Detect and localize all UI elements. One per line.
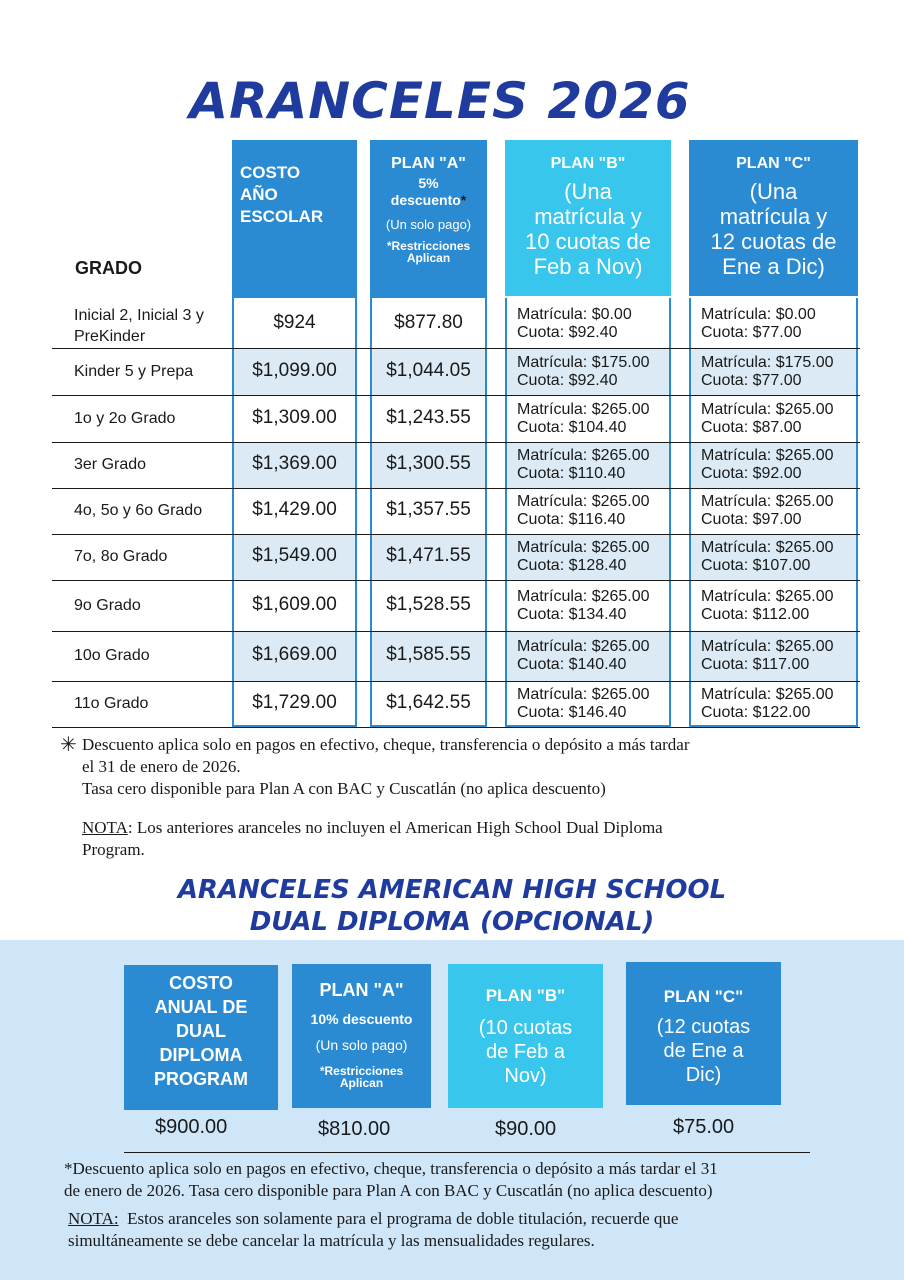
header-plan-c: [689, 140, 858, 296]
plan-b-desc: (Una: [564, 179, 612, 204]
table-cell-plan-b-matricula: Matrícula: $265.00: [517, 539, 650, 556]
plan-b-title: PLAN "B": [550, 155, 626, 172]
row-divider: [52, 442, 860, 443]
table-cell-costo: $1,369.00: [252, 453, 337, 474]
table-cell-plan-c-cuota: Cuota: $92.00: [701, 465, 802, 482]
dual-nota-label: NOTA:: [68, 1209, 119, 1228]
dual-plan-b-desc: (10 cuotas: [478, 1017, 573, 1039]
discount-note: [82, 734, 882, 800]
note-line: Descuento aplica solo en pagos en efectivo, cheque, transferencia o depósito a más tardar: [82, 735, 690, 754]
table-cell-grade: Kinder 5 y Prepa: [74, 362, 194, 380]
plan-b-desc: 10 cuotas de: [525, 229, 651, 254]
table-cell-plan-b-matricula: Matrícula: $265.00: [517, 493, 650, 510]
table-cell-plan-c-cuota: Cuota: $107.00: [701, 557, 811, 574]
dual-plan-c-title: PLAN "C": [663, 987, 744, 1006]
row-divider: [52, 488, 860, 489]
dual-price-plan-a: $810.00: [318, 1118, 391, 1140]
table-cell-plan-a: $1,642.55: [386, 692, 471, 713]
dual-footnote-line: de enero de 2026. Tasa cero disponible para Plan A con BAC y Cuscatlán (no aplica descuento): [64, 1181, 713, 1200]
table-cell-plan-a: $1,243.55: [386, 406, 471, 428]
table-cell-plan-a: $877.80: [394, 312, 463, 333]
row-divider: [52, 681, 860, 682]
table-cell-plan-a: $1,357.55: [386, 499, 471, 520]
row-divider: [52, 348, 860, 349]
table-cell-plan-c-cuota: Cuota: $112.00: [701, 605, 810, 623]
table-cell-grade: 11o Grado: [74, 695, 149, 712]
dual-price-plan-b: $90.00: [495, 1118, 557, 1140]
plan-a-title: PLAN "A": [391, 155, 466, 172]
plan-a-restr: *Restricciones: [386, 239, 471, 253]
dual-price-costo: $900.00: [155, 1116, 228, 1138]
plan-c-desc: (Una: [749, 179, 798, 204]
table-cell-grade: 4o, 5o y 6o Grado: [74, 502, 203, 519]
table-cell-plan-c-matricula: Matrícula: $265.00: [701, 539, 834, 556]
table-cell-costo: $1,429.00: [252, 499, 337, 520]
dual-header-plan-b: [448, 964, 603, 1108]
page-title: ARANCELES 2026: [189, 72, 691, 130]
row-divider: [52, 580, 860, 581]
header-costo-line: ESCOLAR: [240, 207, 324, 226]
table-cell-costo: $1,609.00: [252, 593, 337, 615]
dual-plan-a-discount: 10% descuento: [310, 1011, 413, 1027]
table-cell-plan-b-cuota: Cuota: $104.40: [517, 418, 627, 436]
header-plan-a: [370, 140, 487, 298]
table-cell-plan-b-cuota: Cuota: $140.40: [517, 656, 627, 673]
dual-plan-c-desc: (12 cuotas: [656, 1016, 751, 1038]
note-line: Tasa cero disponible para Plan A con BAC y Cuscatlán (no aplica descuento): [82, 779, 606, 798]
dual-title-line: ARANCELES AMERICAN HIGH SCHOOL: [177, 875, 727, 905]
header-costo-line: COSTO: [240, 163, 301, 182]
dual-nota: [68, 1208, 838, 1252]
row-divider: [52, 395, 860, 396]
dual-nota-text: simultáneamente se debe cancelar la matrícula y las mensualidades regulares.: [68, 1231, 595, 1250]
table-cell-costo: $1,309.00: [252, 406, 337, 428]
dual-costo-line: DIPLOMA: [159, 1045, 243, 1065]
dual-diploma-title: [0, 874, 904, 938]
table-cell-grade: 9o Grado: [74, 596, 141, 614]
nota-label: NOTA: [82, 818, 128, 837]
table-cell-plan-c-matricula: Matrícula: $265.00: [701, 638, 834, 655]
table-cell-plan-c-matricula: Matrícula: $265.00: [701, 400, 834, 418]
nota-text: Program.: [82, 840, 145, 859]
plan-a-discount: descuento: [390, 192, 461, 208]
table-cell-plan-a: $1,471.55: [386, 545, 471, 566]
dual-plan-b-title: PLAN "B": [485, 986, 566, 1005]
table-cell-costo: $1,669.00: [252, 644, 337, 665]
dual-header-plan-c: [626, 962, 781, 1105]
dual-plan-a-title: PLAN "A": [319, 980, 404, 1000]
table-cell-plan-c-cuota: Cuota: $77.00: [701, 324, 802, 341]
dual-costo-line: COSTO: [169, 973, 233, 993]
plan-c-desc: 12 cuotas de: [710, 229, 837, 254]
table-cell-plan-b-cuota: Cuota: $92.40: [517, 371, 618, 389]
dual-footnote-line: *Descuento aplica solo en pagos en efectivo, cheque, transferencia o depósito a más tardar el 31: [64, 1159, 718, 1178]
dual-plan-a-restr: Aplican: [339, 1076, 384, 1090]
plan-c-desc: Ene a Dic): [722, 254, 825, 279]
table-cell-costo: $1,099.00: [252, 359, 337, 381]
table-cell-plan-c-cuota: Cuota: $117.00: [701, 656, 810, 673]
dual-price-plan-c: $75.00: [673, 1116, 735, 1138]
table-cell-plan-a: $1,528.55: [386, 593, 471, 615]
plan-a-discount: 5%: [418, 175, 439, 191]
plan-a-restr: Aplican: [406, 251, 451, 265]
table-cell-plan-c-cuota: Cuota: $122.00: [701, 704, 811, 721]
dual-plan-a-restr: *Restricciones: [319, 1064, 404, 1078]
table-cell-plan-b-cuota: Cuota: $110.40: [517, 465, 626, 482]
table-cell-plan-c-matricula: Matrícula: $265.00: [701, 493, 834, 510]
table-cell-plan-c-matricula: Matrícula: $265.00: [701, 686, 834, 703]
table-cell-plan-b-cuota: Cuota: $116.40: [517, 511, 626, 528]
table-cell-grade: 10o Grado: [74, 647, 150, 664]
table-cell-grade: 3er Grado: [74, 456, 147, 473]
table-cell-plan-c-matricula: Matrícula: $175.00: [701, 353, 834, 371]
dual-header-costo: [124, 965, 278, 1110]
table-cell-plan-b-matricula: Matrícula: $175.00: [517, 353, 650, 371]
row-divider: [52, 534, 860, 535]
row-divider: [52, 727, 860, 728]
table-cell-plan-c-cuota: Cuota: $87.00: [701, 418, 802, 436]
nota-text: : Los anteriores aranceles no incluyen el American High School Dual Diploma: [127, 818, 663, 837]
table-cell-plan-b-cuota: Cuota: $134.40: [517, 605, 627, 623]
dual-header-plan-a: [292, 964, 431, 1108]
table-cell-grade: Inicial 2, Inicial 3 y PreKinder: [74, 307, 204, 345]
asterisk-icon: ✳: [60, 734, 77, 756]
plan-c-title: PLAN "C": [736, 155, 811, 172]
table-cell-plan-c-matricula: Matrícula: $265.00: [701, 447, 834, 464]
divider: [124, 1152, 810, 1153]
table-cell-costo: $924: [273, 312, 316, 333]
table-cell-plan-b-cuota: Cuota: $128.40: [517, 557, 627, 574]
table-cell-plan-a: $1,044.05: [386, 359, 471, 381]
table-cell-grade: 7o, 8o Grado: [74, 548, 168, 565]
dual-plan-a-note: (Un solo pago): [315, 1037, 408, 1053]
table-cell-grade: 1o y 2o Grado: [74, 409, 176, 427]
header-costo-line: AÑO: [240, 185, 278, 204]
dual-plan-b-desc: Nov): [504, 1065, 547, 1087]
table-cell-plan-a: $1,300.55: [386, 453, 471, 474]
plan-b-desc: Feb a Nov): [533, 254, 643, 279]
table-cell-plan-b-cuota: Cuota: $146.40: [517, 704, 627, 721]
plan-c-desc: matrícula y: [719, 204, 828, 229]
dual-title-line: DUAL DIPLOMA (OPCIONAL): [249, 907, 655, 937]
nota: [82, 817, 882, 861]
dual-costo-line: PROGRAM: [154, 1069, 248, 1089]
table-cell-costo: $1,549.00: [252, 545, 337, 566]
table-cell-plan-b-matricula: Matrícula: $265.00: [517, 447, 650, 464]
note-line: el 31 de enero de 2026.: [82, 757, 241, 776]
table-cell-plan-b-matricula: Matrícula: $265.00: [517, 400, 650, 418]
asterisk-icon: *: [460, 192, 467, 208]
grado-header: GRADO: [75, 258, 142, 278]
table-cell-plan-c-matricula: Matrícula: $265.00: [701, 587, 834, 605]
table-cell-plan-b-matricula: Matrícula: $265.00: [517, 638, 650, 655]
table-cell-plan-c-cuota: Cuota: $77.00: [701, 371, 802, 389]
table-cell-plan-b-matricula: Matrícula: $265.00: [517, 587, 650, 605]
table-cell-plan-c-matricula: Matrícula: $0.00: [701, 306, 816, 323]
table-cell-plan-b-matricula: Matrícula: $265.00: [517, 686, 650, 703]
dual-costo-line: ANUAL DE: [154, 997, 248, 1017]
table-cell-plan-b-cuota: Cuota: $92.40: [517, 324, 618, 341]
dual-footnote: [64, 1158, 854, 1202]
dual-costo-line: DUAL: [176, 1021, 226, 1041]
row-divider: [52, 631, 860, 632]
dual-nota-text: Estos aranceles son solamente para el programa de doble titulación, recuerde que: [127, 1209, 679, 1228]
header-plan-b: [505, 140, 671, 296]
table-cell-costo: $1,729.00: [252, 692, 337, 713]
plan-b-desc: matrícula y: [534, 204, 642, 229]
plan-a-note: (Un solo pago): [385, 217, 472, 232]
dual-plan-b-desc: de Feb a: [486, 1041, 565, 1063]
dual-plan-c-desc: Dic): [685, 1064, 722, 1086]
table-cell-plan-b-matricula: Matrícula: $0.00: [517, 306, 632, 323]
header-costo: [232, 140, 357, 298]
table-cell-plan-c-cuota: Cuota: $97.00: [701, 511, 802, 528]
table-cell-plan-a: $1,585.55: [386, 644, 471, 665]
dual-plan-c-desc: de Ene a: [663, 1040, 744, 1062]
